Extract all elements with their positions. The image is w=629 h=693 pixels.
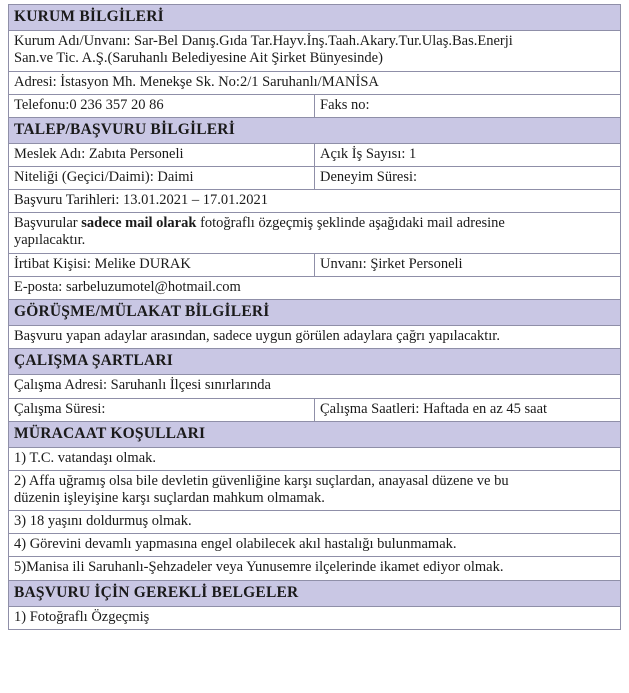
cell-eposta: E-posta: sarbeluzumotel@hotmail.com (9, 276, 621, 299)
section-title-talep: TALEP/BAŞVURU BİLGİLERİ (9, 117, 621, 143)
kurum-adi-line2: San.ve Tic. A.Ş.(Saruhanlı Belediyesine Ait Şirket Bünyesinde) (14, 50, 383, 67)
cell-basvuru-sekli (9, 213, 621, 253)
section-header-muracaat (9, 421, 621, 447)
section-title-belgeler: BAŞVURU İÇİN GEREKLİ BELGELER (9, 580, 621, 606)
kosul-2-line2: düzenin işleyişine karşı suçlardan mahkum olmamak. (14, 490, 325, 507)
row-telefon-faks (9, 94, 621, 117)
row-kosul-2 (9, 471, 621, 511)
cell-calisma-adresi: Çalışma Adresi: Saruhanlı İlçesi sınırlarında (9, 375, 621, 398)
cell-niteligi: Niteliği (Geçici/Daimi): Daimi (9, 167, 315, 190)
section-title-calisma: ÇALIŞMA ŞARTLARI (9, 349, 621, 375)
kosul-2-line1: 2) Affa uğramış olsa bile devletin güvenliğine karşı suçlardan, anayasal düzene ve bu (14, 473, 509, 490)
cell-meslek-adi: Meslek Adı: Zabıta Personeli (9, 144, 315, 167)
cell-adres: Adresi: İstasyon Mh. Menekşe Sk. No:2/1 Saruhanlı/MANİSA (9, 71, 621, 94)
row-kosul-1 (9, 447, 621, 470)
cell-belge-1: 1) Fotoğraflı Özgeçmiş (9, 606, 621, 629)
row-adres (9, 71, 621, 94)
basvuru-sekli-line2: yapılacaktır. (14, 232, 86, 249)
cell-calisma-saatleri: Çalışma Saatleri: Haftada en az 45 saat (315, 398, 621, 421)
row-kosul-3 (9, 511, 621, 534)
section-header-kurum (9, 5, 621, 31)
row-kosul-4 (9, 534, 621, 557)
cell-kosul-4: 4) Görevini devamlı yapmasına engel olabilecek akıl hastalığı bulunmamak. (9, 534, 621, 557)
cell-calisma-suresi: Çalışma Süresi: (9, 398, 315, 421)
section-header-calisma (9, 349, 621, 375)
cell-deneyim-suresi: Deneyim Süresi: (315, 167, 621, 190)
row-eposta (9, 276, 621, 299)
job-posting-table (8, 4, 621, 630)
row-calisma-suresi (9, 398, 621, 421)
section-title-kurum: KURUM BİLGİLERİ (9, 5, 621, 31)
cell-faks: Faks no: (315, 94, 621, 117)
cell-kurum-adi (9, 31, 621, 71)
cell-acik-is-sayisi: Açık İş Sayısı: 1 (315, 144, 621, 167)
row-basvuru-sekli (9, 213, 621, 253)
basvuru-sekli-post: fotoğraflı özgeçmiş şeklinde aşağıdaki mail adresine (196, 215, 505, 232)
cell-kosul-3: 3) 18 yaşını doldurmuş olmak. (9, 511, 621, 534)
row-kurum-adi (9, 31, 621, 71)
cell-telefon: Telefonu:0 236 357 20 86 (9, 94, 315, 117)
row-irtibat (9, 253, 621, 276)
row-niteligi (9, 167, 621, 190)
row-basvuru-tarihleri (9, 190, 621, 213)
row-calisma-adresi (9, 375, 621, 398)
row-gorusme-metin (9, 326, 621, 349)
basvuru-sekli-line1 (14, 215, 615, 232)
cell-basvuru-tarihleri: Başvuru Tarihleri: 13.01.2021 – 17.01.2021 (9, 190, 621, 213)
basvuru-sekli-pre: Başvurular (14, 215, 82, 232)
section-title-gorusme: GÖRÜŞME/MÜLAKAT BİLGİLERİ (9, 299, 621, 325)
section-title-muracaat: MÜRACAAT KOŞULLARI (9, 421, 621, 447)
kurum-adi-line1: Kurum Adı/Unvanı: Sar-Bel Danış.Gıda Tar.Hayv.İnş.Taah.Akary.Tur.Ulaş.Bas.Enerji (14, 33, 513, 50)
cell-kosul-5: 5)Manisa ili Saruhanlı-Şehzadeler veya Yunusemre ilçelerinde ikamet ediyor olmak. (9, 557, 621, 580)
cell-irtibat-kisisi: İrtibat Kişisi: Melike DURAK (9, 253, 315, 276)
cell-kosul-1: 1) T.C. vatandaşı olmak. (9, 447, 621, 470)
cell-gorusme-metin: Başvuru yapan adaylar arasından, sadece uygun görülen adaylara çağrı yapılacaktır. (9, 326, 621, 349)
cell-kosul-2 (9, 471, 621, 511)
section-header-belgeler (9, 580, 621, 606)
basvuru-sekli-bold: sadece mail olarak (81, 215, 197, 232)
cell-unvani: Unvanı: Şirket Personeli (315, 253, 621, 276)
row-kosul-5 (9, 557, 621, 580)
row-belge-1 (9, 606, 621, 629)
row-meslek (9, 144, 621, 167)
section-header-talep (9, 117, 621, 143)
section-header-gorusme (9, 299, 621, 325)
